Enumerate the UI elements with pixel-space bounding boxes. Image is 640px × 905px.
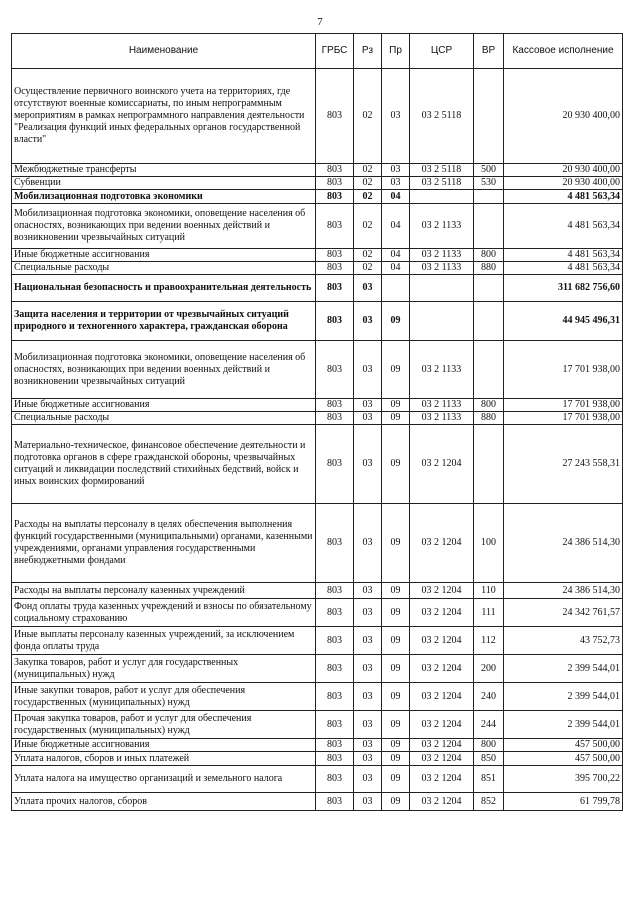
cell-amount: 2 399 544,01 — [504, 655, 623, 683]
col-header-grbs: ГРБС — [316, 34, 354, 69]
cell-rz: 03 — [354, 627, 382, 655]
cell-vr: 110 — [474, 583, 504, 599]
cell-pr: 03 — [382, 69, 410, 164]
table-row — [12, 627, 623, 655]
cell-csr — [410, 190, 474, 204]
cell-rz: 03 — [354, 711, 382, 739]
cell-vr: 880 — [474, 262, 504, 275]
table-row — [12, 204, 623, 249]
cell-grbs: 803 — [316, 249, 354, 262]
table-row — [12, 412, 623, 425]
cell-name: Уплата налогов, сборов и иных платежей — [12, 752, 316, 766]
cell-rz: 03 — [354, 739, 382, 752]
cell-amount: 457 500,00 — [504, 752, 623, 766]
cell-name: Мобилизационная подготовка экономики, оповещение населения об опасностях, возникающих при ведении военных действий и возникновении чрезвычайных ситуаций — [12, 204, 316, 249]
cell-csr: 03 2 1204 — [410, 739, 474, 752]
cell-amount: 4 481 563,34 — [504, 190, 623, 204]
page-number: 7 — [317, 16, 323, 28]
cell-name: Прочая закупка товаров, работ и услуг для обеспечения государственных (муниципальных) нужд — [12, 711, 316, 739]
cell-vr: 100 — [474, 504, 504, 583]
cell-rz: 03 — [354, 341, 382, 399]
cell-amount: 24 386 514,30 — [504, 583, 623, 599]
cell-amount: 20 930 400,00 — [504, 164, 623, 177]
cell-name: Иные бюджетные ассигнования — [12, 739, 316, 752]
table-row — [12, 504, 623, 583]
cell-pr: 09 — [382, 655, 410, 683]
cell-vr: 112 — [474, 627, 504, 655]
cell-vr: 800 — [474, 739, 504, 752]
cell-grbs: 803 — [316, 399, 354, 412]
cell-vr: 851 — [474, 766, 504, 793]
col-header-vr: ВР — [474, 34, 504, 69]
cell-name: Субвенции — [12, 177, 316, 190]
cell-pr: 09 — [382, 412, 410, 425]
cell-vr: 800 — [474, 399, 504, 412]
cell-amount: 27 243 558,31 — [504, 425, 623, 504]
table-row — [12, 399, 623, 412]
cell-csr: 03 2 1204 — [410, 425, 474, 504]
table-row — [12, 262, 623, 275]
table-row — [12, 739, 623, 752]
cell-grbs: 803 — [316, 262, 354, 275]
cell-rz: 03 — [354, 425, 382, 504]
cell-amount: 4 481 563,34 — [504, 204, 623, 249]
cell-rz: 03 — [354, 275, 382, 302]
cell-pr: 09 — [382, 425, 410, 504]
cell-vr: 111 — [474, 599, 504, 627]
cell-csr: 03 2 1133 — [410, 249, 474, 262]
cell-vr: 850 — [474, 752, 504, 766]
cell-amount: 457 500,00 — [504, 739, 623, 752]
table-row — [12, 766, 623, 793]
cell-pr: 09 — [382, 583, 410, 599]
cell-csr: 03 2 5118 — [410, 177, 474, 190]
cell-rz: 03 — [354, 399, 382, 412]
cell-amount: 311 682 756,60 — [504, 275, 623, 302]
cell-grbs: 803 — [316, 302, 354, 341]
cell-csr: 03 2 5118 — [410, 164, 474, 177]
table-row — [12, 164, 623, 177]
cell-grbs: 803 — [316, 627, 354, 655]
table-row — [12, 275, 623, 302]
cell-name: Закупка товаров, работ и услуг для государственных (муниципальных) нужд — [12, 655, 316, 683]
cell-amount: 17 701 938,00 — [504, 399, 623, 412]
cell-pr: 04 — [382, 249, 410, 262]
cell-csr: 03 2 1133 — [410, 399, 474, 412]
table-row — [12, 341, 623, 399]
budget-execution-table — [11, 33, 623, 811]
cell-grbs: 803 — [316, 752, 354, 766]
cell-amount: 20 930 400,00 — [504, 177, 623, 190]
cell-vr — [474, 275, 504, 302]
cell-grbs: 803 — [316, 412, 354, 425]
col-header-name: Наименование — [12, 34, 316, 69]
cell-grbs: 803 — [316, 766, 354, 793]
cell-pr: 09 — [382, 752, 410, 766]
cell-rz: 03 — [354, 793, 382, 811]
table-row — [12, 655, 623, 683]
table-row — [12, 752, 623, 766]
cell-name: Осуществление первичного воинского учета на территориях, где отсутствуют военные комиссариаты, по иным непрограммным мероприятиям в рамках непрограммного направления деятельности "Реализация функций иных федеральных органов государственной власти" — [12, 69, 316, 164]
cell-grbs: 803 — [316, 504, 354, 583]
cell-pr: 04 — [382, 190, 410, 204]
table-row — [12, 302, 623, 341]
cell-vr: 880 — [474, 412, 504, 425]
cell-grbs: 803 — [316, 177, 354, 190]
cell-vr: 800 — [474, 249, 504, 262]
cell-amount: 24 386 514,30 — [504, 504, 623, 583]
cell-pr: 09 — [382, 341, 410, 399]
table-row — [12, 711, 623, 739]
cell-rz: 03 — [354, 599, 382, 627]
cell-amount: 4 481 563,34 — [504, 262, 623, 275]
cell-amount: 24 342 761,57 — [504, 599, 623, 627]
cell-amount: 395 700,22 — [504, 766, 623, 793]
cell-pr: 09 — [382, 599, 410, 627]
cell-grbs: 803 — [316, 599, 354, 627]
cell-pr: 09 — [382, 302, 410, 341]
cell-rz: 02 — [354, 164, 382, 177]
table-row — [12, 69, 623, 164]
cell-name: Мобилизационная подготовка экономики, оповещение населения об опасностях, возникающих при ведении военных действий и возникновении чрезвычайных ситуаций — [12, 341, 316, 399]
cell-rz: 03 — [354, 504, 382, 583]
cell-name: Фонд оплаты труда казенных учреждений и взносы по обязательному социальному страхованию — [12, 599, 316, 627]
cell-vr — [474, 302, 504, 341]
cell-csr: 03 2 1204 — [410, 793, 474, 811]
cell-rz: 03 — [354, 302, 382, 341]
cell-vr: 240 — [474, 683, 504, 711]
cell-name: Защита населения и территории от чрезвычайных ситуаций природного и техногенного характера, гражданская оборона — [12, 302, 316, 341]
cell-rz: 03 — [354, 583, 382, 599]
cell-vr: 244 — [474, 711, 504, 739]
cell-grbs: 803 — [316, 711, 354, 739]
cell-csr: 03 2 1204 — [410, 655, 474, 683]
col-header-csr: ЦСР — [410, 34, 474, 69]
cell-rz: 02 — [354, 190, 382, 204]
cell-pr: 09 — [382, 504, 410, 583]
cell-name: Расходы на выплаты персоналу в целях обеспечения выполнения функций государственными (муниципальными) органами, казенными учреждениями, органами управления государственными внебюджетными фондами — [12, 504, 316, 583]
table-header-row — [12, 34, 623, 69]
cell-csr: 03 2 1204 — [410, 683, 474, 711]
cell-pr: 04 — [382, 204, 410, 249]
cell-name: Материально-техническое, финансовое обеспечение деятельности и подготовка органов в сфере гражданской обороны, чрезвычайных ситуаций и ликвидации последствий стихийных бедствий, войск и иных воинских формирований — [12, 425, 316, 504]
table-row — [12, 599, 623, 627]
cell-rz: 03 — [354, 412, 382, 425]
cell-csr: 03 2 5118 — [410, 69, 474, 164]
cell-grbs: 803 — [316, 341, 354, 399]
cell-csr: 03 2 1204 — [410, 766, 474, 793]
cell-grbs: 803 — [316, 583, 354, 599]
cell-name: Уплата прочих налогов, сборов — [12, 793, 316, 811]
cell-amount: 61 799,78 — [504, 793, 623, 811]
cell-csr: 03 2 1133 — [410, 204, 474, 249]
table-row — [12, 583, 623, 599]
cell-rz: 02 — [354, 69, 382, 164]
cell-rz: 03 — [354, 752, 382, 766]
cell-vr: 530 — [474, 177, 504, 190]
cell-csr: 03 2 1204 — [410, 627, 474, 655]
cell-vr — [474, 190, 504, 204]
cell-amount: 4 481 563,34 — [504, 249, 623, 262]
cell-csr: 03 2 1204 — [410, 752, 474, 766]
cell-vr — [474, 204, 504, 249]
col-header-rz: Рз — [354, 34, 382, 69]
table-row — [12, 793, 623, 811]
cell-pr: 03 — [382, 177, 410, 190]
cell-amount: 20 930 400,00 — [504, 69, 623, 164]
cell-name: Специальные расходы — [12, 262, 316, 275]
cell-name: Иные бюджетные ассигнования — [12, 399, 316, 412]
table-row — [12, 683, 623, 711]
cell-rz: 03 — [354, 766, 382, 793]
cell-name: Иные бюджетные ассигнования — [12, 249, 316, 262]
cell-grbs: 803 — [316, 425, 354, 504]
cell-vr — [474, 341, 504, 399]
cell-pr: 09 — [382, 683, 410, 711]
cell-name: Национальная безопасность и правоохранительная деятельность — [12, 275, 316, 302]
cell-rz: 02 — [354, 262, 382, 275]
table-row — [12, 177, 623, 190]
cell-pr: 09 — [382, 399, 410, 412]
cell-vr — [474, 69, 504, 164]
cell-pr: 09 — [382, 793, 410, 811]
cell-csr: 03 2 1204 — [410, 599, 474, 627]
cell-rz: 02 — [354, 249, 382, 262]
cell-grbs: 803 — [316, 275, 354, 302]
cell-csr — [410, 275, 474, 302]
cell-vr: 852 — [474, 793, 504, 811]
table-row — [12, 425, 623, 504]
cell-amount: 17 701 938,00 — [504, 341, 623, 399]
cell-name: Уплата налога на имущество организаций и земельного налога — [12, 766, 316, 793]
cell-amount: 2 399 544,01 — [504, 711, 623, 739]
cell-grbs: 803 — [316, 204, 354, 249]
cell-rz: 02 — [354, 177, 382, 190]
cell-name: Специальные расходы — [12, 412, 316, 425]
cell-grbs: 803 — [316, 655, 354, 683]
cell-rz: 02 — [354, 204, 382, 249]
cell-grbs: 803 — [316, 683, 354, 711]
cell-grbs: 803 — [316, 190, 354, 204]
cell-amount: 17 701 938,00 — [504, 412, 623, 425]
col-header-pr: Пр — [382, 34, 410, 69]
cell-pr: 03 — [382, 164, 410, 177]
cell-rz: 03 — [354, 655, 382, 683]
cell-grbs: 803 — [316, 739, 354, 752]
cell-pr: 04 — [382, 262, 410, 275]
cell-name: Иные выплаты персоналу казенных учреждений, за исключением фонда оплаты труда — [12, 627, 316, 655]
cell-vr: 500 — [474, 164, 504, 177]
cell-pr: 09 — [382, 711, 410, 739]
cell-pr — [382, 275, 410, 302]
cell-csr: 03 2 1133 — [410, 412, 474, 425]
cell-csr: 03 2 1204 — [410, 504, 474, 583]
cell-csr: 03 2 1204 — [410, 583, 474, 599]
cell-pr: 09 — [382, 739, 410, 752]
cell-amount: 2 399 544,01 — [504, 683, 623, 711]
cell-csr: 03 2 1204 — [410, 711, 474, 739]
table-row — [12, 190, 623, 204]
cell-name: Мобилизационная подготовка экономики — [12, 190, 316, 204]
table-row — [12, 249, 623, 262]
col-header-amount: Кассовое исполнение — [504, 34, 623, 69]
cell-pr: 09 — [382, 627, 410, 655]
cell-csr: 03 2 1133 — [410, 341, 474, 399]
cell-grbs: 803 — [316, 164, 354, 177]
cell-name: Иные закупки товаров, работ и услуг для обеспечения государственных (муниципальных) нужд — [12, 683, 316, 711]
cell-grbs: 803 — [316, 793, 354, 811]
cell-rz: 03 — [354, 683, 382, 711]
cell-amount: 43 752,73 — [504, 627, 623, 655]
cell-grbs: 803 — [316, 69, 354, 164]
cell-name: Межбюджетные трансферты — [12, 164, 316, 177]
cell-amount: 44 945 496,31 — [504, 302, 623, 341]
cell-name: Расходы на выплаты персоналу казенных учреждений — [12, 583, 316, 599]
cell-pr: 09 — [382, 766, 410, 793]
cell-vr — [474, 425, 504, 504]
cell-vr: 200 — [474, 655, 504, 683]
cell-csr — [410, 302, 474, 341]
cell-csr: 03 2 1133 — [410, 262, 474, 275]
